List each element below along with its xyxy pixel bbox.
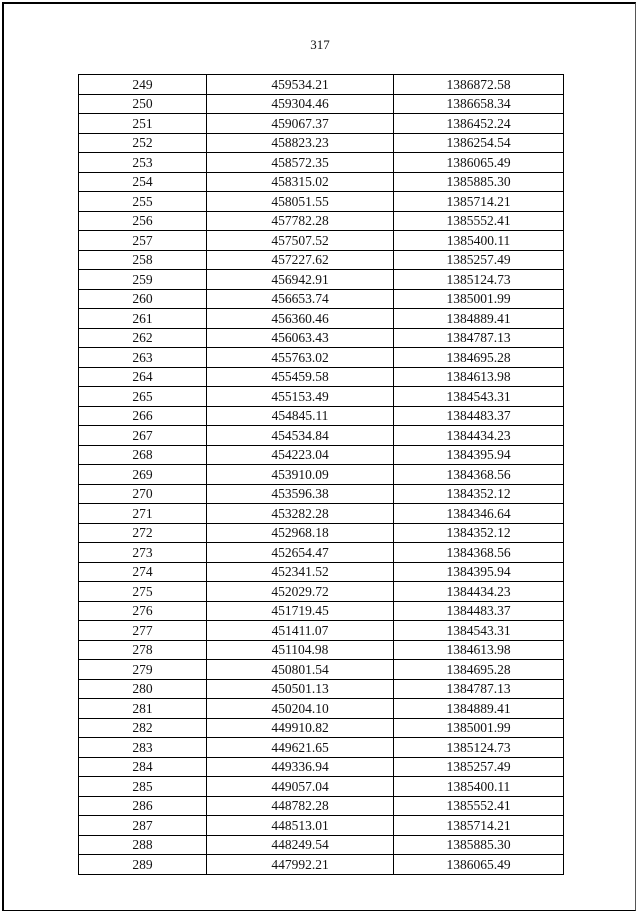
point-number-cell: 269 <box>79 465 207 485</box>
x-coordinate-cell: 451411.07 <box>207 621 394 641</box>
table-row <box>79 172 564 192</box>
point-number-cell: 287 <box>79 816 207 836</box>
point-number-cell: 282 <box>79 718 207 738</box>
y-coordinate-cell: 1384889.41 <box>394 699 564 719</box>
point-number-cell: 286 <box>79 796 207 816</box>
point-number-cell: 268 <box>79 445 207 465</box>
point-number-cell: 288 <box>79 835 207 855</box>
x-coordinate-cell: 454534.84 <box>207 426 394 446</box>
table-row <box>79 562 564 582</box>
x-coordinate-cell: 454845.11 <box>207 406 394 426</box>
point-number-cell: 281 <box>79 699 207 719</box>
table-row <box>79 211 564 231</box>
point-number-cell: 275 <box>79 582 207 602</box>
table-row <box>79 699 564 719</box>
y-coordinate-cell: 1385400.11 <box>394 231 564 251</box>
y-coordinate-cell: 1385885.30 <box>394 835 564 855</box>
y-coordinate-cell: 1385400.11 <box>394 777 564 797</box>
x-coordinate-cell: 458823.23 <box>207 133 394 153</box>
y-coordinate-cell: 1384434.23 <box>394 426 564 446</box>
x-coordinate-cell: 455153.49 <box>207 387 394 407</box>
y-coordinate-cell: 1384395.94 <box>394 445 564 465</box>
point-number-cell: 273 <box>79 543 207 563</box>
y-coordinate-cell: 1384787.13 <box>394 679 564 699</box>
y-coordinate-cell: 1384434.23 <box>394 582 564 602</box>
y-coordinate-cell: 1385124.73 <box>394 270 564 290</box>
y-coordinate-cell: 1385885.30 <box>394 172 564 192</box>
y-coordinate-cell: 1384346.64 <box>394 504 564 524</box>
point-number-cell: 279 <box>79 660 207 680</box>
point-number-cell: 252 <box>79 133 207 153</box>
table-row <box>79 367 564 387</box>
point-number-cell: 251 <box>79 114 207 134</box>
x-coordinate-cell: 449910.82 <box>207 718 394 738</box>
y-coordinate-cell: 1386658.34 <box>394 94 564 114</box>
x-coordinate-cell: 454223.04 <box>207 445 394 465</box>
y-coordinate-cell: 1386065.49 <box>394 855 564 875</box>
coordinates-table-body <box>79 75 564 875</box>
x-coordinate-cell: 453910.09 <box>207 465 394 485</box>
table-row <box>79 835 564 855</box>
x-coordinate-cell: 452654.47 <box>207 543 394 563</box>
y-coordinate-cell: 1384352.12 <box>394 523 564 543</box>
table-row <box>79 738 564 758</box>
x-coordinate-cell: 456360.46 <box>207 309 394 329</box>
x-coordinate-cell: 448513.01 <box>207 816 394 836</box>
y-coordinate-cell: 1384613.98 <box>394 367 564 387</box>
x-coordinate-cell: 450204.10 <box>207 699 394 719</box>
x-coordinate-cell: 458572.35 <box>207 153 394 173</box>
y-coordinate-cell: 1384368.56 <box>394 543 564 563</box>
table-row <box>79 777 564 797</box>
y-coordinate-cell: 1384695.28 <box>394 660 564 680</box>
x-coordinate-cell: 452968.18 <box>207 523 394 543</box>
point-number-cell: 280 <box>79 679 207 699</box>
point-number-cell: 256 <box>79 211 207 231</box>
x-coordinate-cell: 458315.02 <box>207 172 394 192</box>
table-row <box>79 718 564 738</box>
point-number-cell: 271 <box>79 504 207 524</box>
table-row <box>79 543 564 563</box>
table-row <box>79 757 564 777</box>
x-coordinate-cell: 457227.62 <box>207 250 394 270</box>
y-coordinate-cell: 1384483.37 <box>394 406 564 426</box>
point-number-cell: 270 <box>79 484 207 504</box>
y-coordinate-cell: 1386872.58 <box>394 75 564 95</box>
point-number-cell: 257 <box>79 231 207 251</box>
table-row <box>79 640 564 660</box>
x-coordinate-cell: 449057.04 <box>207 777 394 797</box>
table-row <box>79 816 564 836</box>
table-row <box>79 289 564 309</box>
x-coordinate-cell: 456942.91 <box>207 270 394 290</box>
table-row <box>79 250 564 270</box>
table-row <box>79 270 564 290</box>
point-number-cell: 267 <box>79 426 207 446</box>
y-coordinate-cell: 1384787.13 <box>394 328 564 348</box>
y-coordinate-cell: 1385001.99 <box>394 289 564 309</box>
x-coordinate-cell: 456063.43 <box>207 328 394 348</box>
point-number-cell: 272 <box>79 523 207 543</box>
table-row <box>79 133 564 153</box>
point-number-cell: 265 <box>79 387 207 407</box>
point-number-cell: 266 <box>79 406 207 426</box>
x-coordinate-cell: 459067.37 <box>207 114 394 134</box>
x-coordinate-cell: 457782.28 <box>207 211 394 231</box>
x-coordinate-cell: 452029.72 <box>207 582 394 602</box>
y-coordinate-cell: 1385552.41 <box>394 211 564 231</box>
x-coordinate-cell: 452341.52 <box>207 562 394 582</box>
table-row <box>79 387 564 407</box>
y-coordinate-cell: 1385552.41 <box>394 796 564 816</box>
table-row <box>79 406 564 426</box>
x-coordinate-cell: 447992.21 <box>207 855 394 875</box>
x-coordinate-cell: 453596.38 <box>207 484 394 504</box>
table-row <box>79 679 564 699</box>
y-coordinate-cell: 1386452.24 <box>394 114 564 134</box>
table-row <box>79 94 564 114</box>
table-row <box>79 231 564 251</box>
y-coordinate-cell: 1384483.37 <box>394 601 564 621</box>
point-number-cell: 259 <box>79 270 207 290</box>
y-coordinate-cell: 1385714.21 <box>394 192 564 212</box>
point-number-cell: 255 <box>79 192 207 212</box>
table-row <box>79 75 564 95</box>
x-coordinate-cell: 455459.58 <box>207 367 394 387</box>
point-number-cell: 276 <box>79 601 207 621</box>
table-row <box>79 348 564 368</box>
table-row <box>79 426 564 446</box>
y-coordinate-cell: 1384889.41 <box>394 309 564 329</box>
table-row <box>79 153 564 173</box>
x-coordinate-cell: 449336.94 <box>207 757 394 777</box>
point-number-cell: 249 <box>79 75 207 95</box>
y-coordinate-cell: 1384613.98 <box>394 640 564 660</box>
x-coordinate-cell: 451104.98 <box>207 640 394 660</box>
table-row <box>79 114 564 134</box>
point-number-cell: 261 <box>79 309 207 329</box>
point-number-cell: 253 <box>79 153 207 173</box>
x-coordinate-cell: 449621.65 <box>207 738 394 758</box>
table-row <box>79 523 564 543</box>
page-number: 317 <box>310 37 330 52</box>
point-number-cell: 274 <box>79 562 207 582</box>
point-number-cell: 260 <box>79 289 207 309</box>
y-coordinate-cell: 1385714.21 <box>394 816 564 836</box>
table-row <box>79 328 564 348</box>
x-coordinate-cell: 458051.55 <box>207 192 394 212</box>
point-number-cell: 264 <box>79 367 207 387</box>
y-coordinate-cell: 1384543.31 <box>394 621 564 641</box>
point-number-cell: 262 <box>79 328 207 348</box>
point-number-cell: 263 <box>79 348 207 368</box>
point-number-cell: 289 <box>79 855 207 875</box>
y-coordinate-cell: 1386254.54 <box>394 133 564 153</box>
x-coordinate-cell: 453282.28 <box>207 504 394 524</box>
x-coordinate-cell: 450501.13 <box>207 679 394 699</box>
x-coordinate-cell: 455763.02 <box>207 348 394 368</box>
table-row <box>79 582 564 602</box>
y-coordinate-cell: 1385257.49 <box>394 757 564 777</box>
x-coordinate-cell: 450801.54 <box>207 660 394 680</box>
y-coordinate-cell: 1385124.73 <box>394 738 564 758</box>
point-number-cell: 283 <box>79 738 207 758</box>
y-coordinate-cell: 1384395.94 <box>394 562 564 582</box>
table-row <box>79 484 564 504</box>
table-row <box>79 621 564 641</box>
point-number-cell: 285 <box>79 777 207 797</box>
point-number-cell: 284 <box>79 757 207 777</box>
y-coordinate-cell: 1384368.56 <box>394 465 564 485</box>
x-coordinate-cell: 451719.45 <box>207 601 394 621</box>
y-coordinate-cell: 1384695.28 <box>394 348 564 368</box>
point-number-cell: 258 <box>79 250 207 270</box>
table-row <box>79 660 564 680</box>
point-number-cell: 277 <box>79 621 207 641</box>
table-row <box>79 504 564 524</box>
x-coordinate-cell: 459304.46 <box>207 94 394 114</box>
y-coordinate-cell: 1385257.49 <box>394 250 564 270</box>
table-row <box>79 309 564 329</box>
y-coordinate-cell: 1386065.49 <box>394 153 564 173</box>
y-coordinate-cell: 1384352.12 <box>394 484 564 504</box>
table-row <box>79 601 564 621</box>
table-row <box>79 855 564 875</box>
point-number-cell: 278 <box>79 640 207 660</box>
table-row <box>79 796 564 816</box>
table-row <box>79 192 564 212</box>
x-coordinate-cell: 457507.52 <box>207 231 394 251</box>
y-coordinate-cell: 1385001.99 <box>394 718 564 738</box>
x-coordinate-cell: 459534.21 <box>207 75 394 95</box>
coordinates-table <box>78 74 564 875</box>
y-coordinate-cell: 1384543.31 <box>394 387 564 407</box>
point-number-cell: 250 <box>79 94 207 114</box>
point-number-cell: 254 <box>79 172 207 192</box>
table-row <box>79 445 564 465</box>
x-coordinate-cell: 448249.54 <box>207 835 394 855</box>
x-coordinate-cell: 456653.74 <box>207 289 394 309</box>
table-row <box>79 465 564 485</box>
x-coordinate-cell: 448782.28 <box>207 796 394 816</box>
